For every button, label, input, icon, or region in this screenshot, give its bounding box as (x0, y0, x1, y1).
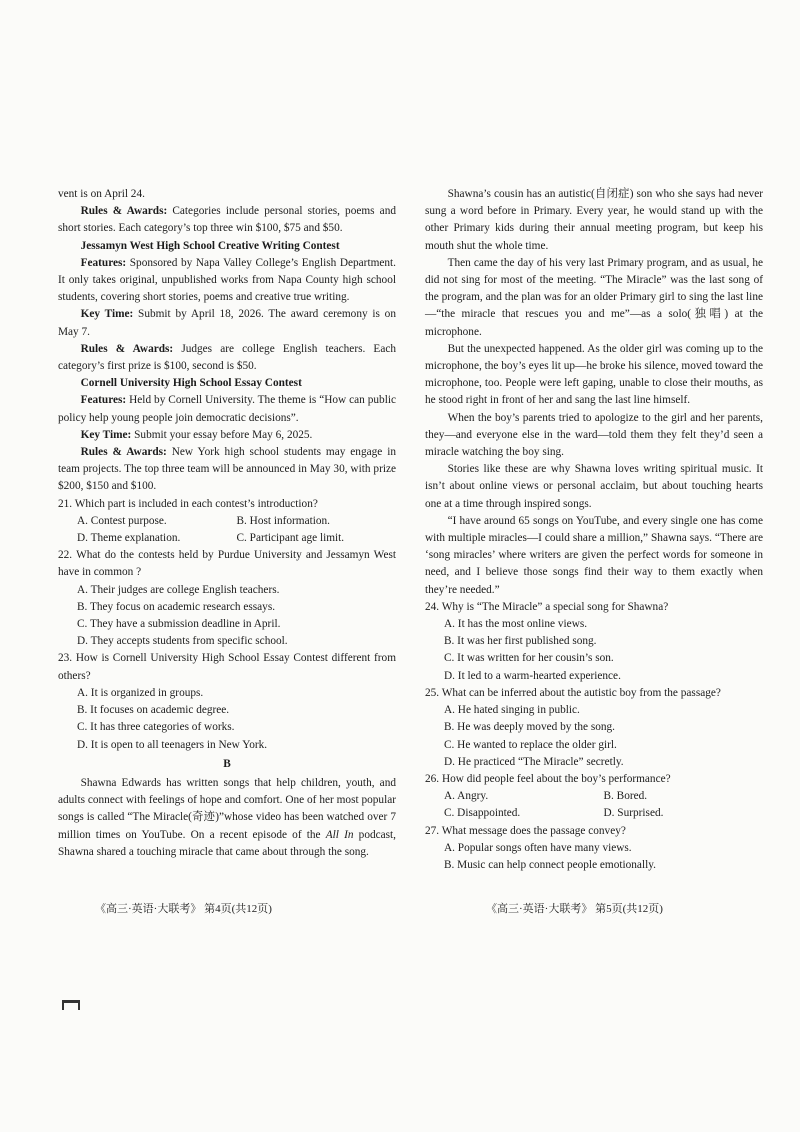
q22-option-d: D. They accepts students from specific school. (77, 635, 288, 648)
podcast-title: All In (325, 828, 354, 841)
q22-option-b: B. They focus on academic research essays. (77, 600, 276, 613)
q26-option-d: D. Surprised. (603, 807, 664, 820)
cornell-title: Cornell University High School Essay Contest (80, 377, 302, 390)
passage-b-p2: Then came the day of his very last Primary program, and as usual, he did not sing for most of the meeting. “The Miracle” was the last song of the program, and the plan was for an older Primary girl to sing the last line—“the miracle that rescues you and me”—as a solo(独唱) at the microphone. (425, 256, 763, 338)
q21-option-c: C. Participant age limit. (236, 532, 345, 545)
question-26-options-row2 (425, 805, 763, 822)
question-21-options-row2 (58, 530, 396, 547)
q21-option-a: A. Contest purpose. (77, 514, 167, 527)
left-column (58, 186, 396, 861)
passage-b-p5: Stories like these are why Shawna loves writing spiritual music. It isn’t about online views or personal acclaim, but about touching hearts one at a time through inspired songs. (425, 463, 763, 510)
q26-option-a: A. Angry. (444, 790, 489, 803)
section-b-heading: B (223, 757, 231, 770)
q26-option-c: C. Disappointed. (444, 807, 521, 820)
jessamyn-features: Features: Sponsored by Napa Valley College’s English Department. It only takes original, unpublished works from Napa County high school students, covering short stories, poems and creative true writing. (58, 256, 396, 304)
passage-b-p6: “I have around 65 songs on YouTube, and every single one has come with multiple miracles—I could share a million,” Shawna says. “There are ‘song miracles’ where writers are given the perfect words for someone in need, and I believe those songs find their way to them exactly when they’re needed.” (425, 514, 763, 596)
q23-option-b: B. It focuses on academic degree. (77, 704, 230, 717)
q25-option-d: D. He practiced “The Miracle” secretly. (444, 755, 624, 768)
footer-page-4: 《高三·英语·大联考》 第4页(共12页) (95, 903, 272, 915)
q21-option-b: B. Host information. (236, 514, 331, 527)
q24-option-b: B. It was her first published song. (444, 635, 597, 648)
q21-option-d: D. Theme explanation. (77, 532, 181, 545)
q23-option-c: C. It has three categories of works. (77, 721, 235, 734)
right-column (425, 186, 763, 874)
cornell-features: Features: Held by Cornell University. The theme is “How can public policy help young people join democratic decisions”. (58, 394, 396, 424)
question-24: 24. Why is “The Miracle” a special song for Shawna? (425, 600, 669, 613)
jessamyn-key-time: Key Time: Submit by April 18, 2026. The award ceremony is on May 7. (58, 308, 396, 338)
q24-option-a: A. It has the most online views. (444, 618, 588, 631)
cornell-rules: Rules & Awards: New York high school students may engage in team projects. The top three team will be announced in May 30, with prize $200, $150 and $100. (58, 446, 396, 493)
footer-page-5: 《高三·英语·大联考》 第5页(共12页) (486, 903, 663, 915)
q27-option-b: B. Music can help connect people emotionally. (444, 858, 656, 871)
jessamyn-title: Jessamyn West High School Creative Writing Contest (80, 239, 340, 252)
question-21: 21. Which part is included in each contest’s introduction? (58, 497, 318, 510)
jessamyn-rules: Rules & Awards: Judges are college English teachers. Each category’s first prize is $100, second is $50. (58, 342, 396, 373)
question-26-options-row1 (425, 788, 763, 805)
q25-option-c: C. He wanted to replace the older girl. (444, 738, 617, 751)
cornell-key-time: Key Time: Submit your essay before May 6, 2025. (80, 428, 313, 441)
bracket-mark-icon (62, 1000, 80, 1010)
q24-option-d: D. It led to a warm-hearted experience. (444, 669, 621, 682)
q23-option-d: D. It is open to all teenagers in New York. (77, 738, 268, 751)
question-22: 22. What do the contests held by Purdue University and Jessamyn West have in common ? (58, 549, 396, 579)
q22-option-a: A. Their judges are college English teachers. (77, 583, 280, 596)
passage-b-p1: Shawna’s cousin has an autistic(自闭症) son who she says had never sung a word before in Primary. Every year, he would stand up with the other Primary kids during their annual meeting program, but keep his mouth shut the whole time. (425, 188, 763, 252)
passage-b-intro: Shawna Edwards has written songs that help children, youth, and adults connect with feelings of hope and comfort. One of her most popular songs is called “The Miracle(奇迹)”whose video has been watched over 7 million times on YouTube. On a recent episode of the All In podcast, Shawna shared a touching miracle that came about through the song. (58, 776, 396, 858)
passage-a-fragment: vent is on April 24. (58, 188, 145, 200)
q24-option-c: C. It was written for her cousin’s son. (444, 652, 614, 665)
purdue-rules: Rules & Awards: Categories include personal stories, poems and short stories. Each category’s top three win $100, $75 and $50. (58, 205, 396, 235)
passage-b-p3: But the unexpected happened. As the older girl was coming up to the microphone, the boy’s eyes lit up—he broke his silence, moved toward the microphone, too. People were left gaping, unable to close their mouths, as he stood right in front of her and sang the last line himself. (425, 342, 763, 407)
question-25: 25. What can be inferred about the autistic boy from the passage? (425, 686, 721, 699)
question-23: 23. How is Cornell University High School Essay Contest different from others? (58, 652, 396, 682)
passage-b-p4: When the boy’s parents tried to apologize to the girl and her parents, they—and everyone else in the ward—told them they felt they’d seen a miracle watching the boy sing. (425, 411, 763, 459)
question-26: 26. How did people feel about the boy’s performance? (425, 772, 671, 785)
q25-option-a: A. He hated singing in public. (444, 704, 580, 717)
q23-option-a: A. It is organized in groups. (77, 686, 204, 699)
q25-option-b: B. He was deeply moved by the song. (444, 721, 615, 734)
question-21-options-row1 (58, 513, 396, 530)
q26-option-b: B. Bored. (603, 790, 648, 803)
q22-option-c: C. They have a submission deadline in April. (77, 618, 281, 631)
q27-option-a: A. Popular songs often have many views. (444, 841, 632, 854)
question-27: 27. What message does the passage convey? (425, 824, 626, 837)
